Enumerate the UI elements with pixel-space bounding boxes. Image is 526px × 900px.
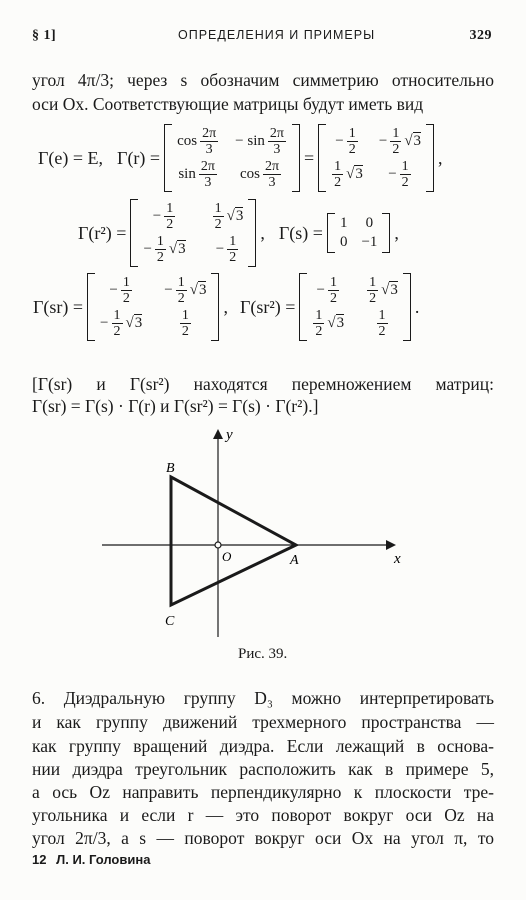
running-title: ОПРЕДЕЛЕНИЯ И ПРИМЕРЫ xyxy=(178,28,376,42)
footer-number: 12 xyxy=(32,852,47,867)
origin-label: O xyxy=(222,549,232,564)
para-line-4: нии диэдра треугольник расположить как в примере 5, xyxy=(32,759,494,779)
footer-author: Л. И. Головина xyxy=(56,852,151,867)
vertex-a-label: A xyxy=(290,553,299,568)
footer-signature xyxy=(32,852,150,867)
figure-caption: Рис. 39. xyxy=(238,646,288,662)
matrix-sr2: − $\frac{1}{2}$ $\frac{1}{2}$ √3 $\frac{1}{2}$ √3 $\frac{1}{2}$ xyxy=(299,273,410,341)
matrix-r-rotation: cos $\frac{2\pi}{3}$ − sin $\frac{2\pi}{3}$ sin $\frac{2\pi}{3}$ cos $\frac{2\pi}{3}$ xyxy=(164,124,300,192)
vertex-b-label: B xyxy=(166,461,175,476)
intro-line-2: оси Ox. Соответствующие матрицы будут иметь вид xyxy=(32,94,424,114)
matrix-r2: − $\frac{1}{2}$ $\frac{1}{2}$ √3 − $\frac{1}{2}$ √3 − $\frac{1}{2}$ xyxy=(130,199,256,267)
para-line-6: угольника и если r — это поворот вокруг оси Oz на xyxy=(32,805,494,825)
note-line-1: [Γ(sr) и Γ(sr²) находятся перемножением матриц: xyxy=(32,374,494,394)
para-line-3: как группу вращений диэдра. Если лежащий в основа- xyxy=(32,736,494,756)
y-label: y xyxy=(226,427,233,443)
equation-row-1: Γ(e) = E, Γ(r) = cos $\frac{2\pi}{3}$ − sin $\frac{2\pi}{3}$ sin $\frac{2\pi}{3}$ cos $\frac{2\pi}{3}$ = − $\frac{1}{2}$ − $\frac{1}{2}$ √3 $\frac{1}{2}$ √3 − $\frac{1}{2}$ , xyxy=(38,126,443,190)
equation-row-3: Γ(sr) = − $\frac{1}{2}$ − $\frac{1}{2}$ √3 − $\frac{1}{2}$ √3 $\frac{1}{2}$ , Γ(sr²) = − $\frac{1}{2}$ $\frac{1}{2}$ √3 $\frac{1}{2}$ √3 $\frac{1}{2}$ . xyxy=(33,275,420,339)
origin-point xyxy=(215,542,221,548)
section-marker: § 1] xyxy=(32,28,57,43)
matrix-s: 1 0 0 −1 xyxy=(327,213,390,253)
gamma-s-label: Γ(s) = xyxy=(278,222,323,243)
x-label: x xyxy=(394,551,401,567)
matrix-r-numeric: − $\frac{1}{2}$ − $\frac{1}{2}$ √3 $\frac{1}{2}$ √3 − $\frac{1}{2}$ xyxy=(318,124,434,192)
gamma-r-label: Γ(r) = xyxy=(117,147,161,168)
intro-line-1: угол 4π/3; через s обозначим симметрию относительно xyxy=(32,70,494,90)
triangle-abc xyxy=(171,477,296,605)
para-line-7: угол 2π/3, а s — поворот вокруг оси Ox на угол π, то xyxy=(32,828,494,848)
para-line-1: 6. Диэдральную группу D₃ можно интерпретировать xyxy=(32,688,494,708)
gamma-r2-label: Γ(r²) = xyxy=(78,222,127,243)
x-axis-arrow xyxy=(386,540,396,550)
gamma-e: Γ(e) = E, xyxy=(38,147,104,168)
page-number: 329 xyxy=(469,28,492,43)
note-line-2: Γ(sr) = Γ(s) · Γ(r) и Γ(sr²) = Γ(s) · Γ(r²).] xyxy=(32,396,319,416)
gamma-sr-label: Γ(sr) = xyxy=(33,296,84,317)
triangle-figure xyxy=(90,425,420,645)
gamma-sr2-label: Γ(sr²) = xyxy=(239,296,296,317)
y-axis-arrow xyxy=(213,429,223,439)
vertex-c-label: C xyxy=(165,614,175,629)
para-line-5: а ось Oz направить перпендикулярно к плоскости тре- xyxy=(32,782,494,802)
para-line-2: и как группу движений трехмерного пространства — xyxy=(32,712,494,732)
matrix-sr: − $\frac{1}{2}$ − $\frac{1}{2}$ √3 − $\frac{1}{2}$ √3 $\frac{1}{2}$ xyxy=(87,273,219,341)
equation-row-2: Γ(r²) = − $\frac{1}{2}$ $\frac{1}{2}$ √3 − $\frac{1}{2}$ √3 − $\frac{1}{2}$ , Γ(s) = 1 0 0 −1 , xyxy=(78,201,399,265)
